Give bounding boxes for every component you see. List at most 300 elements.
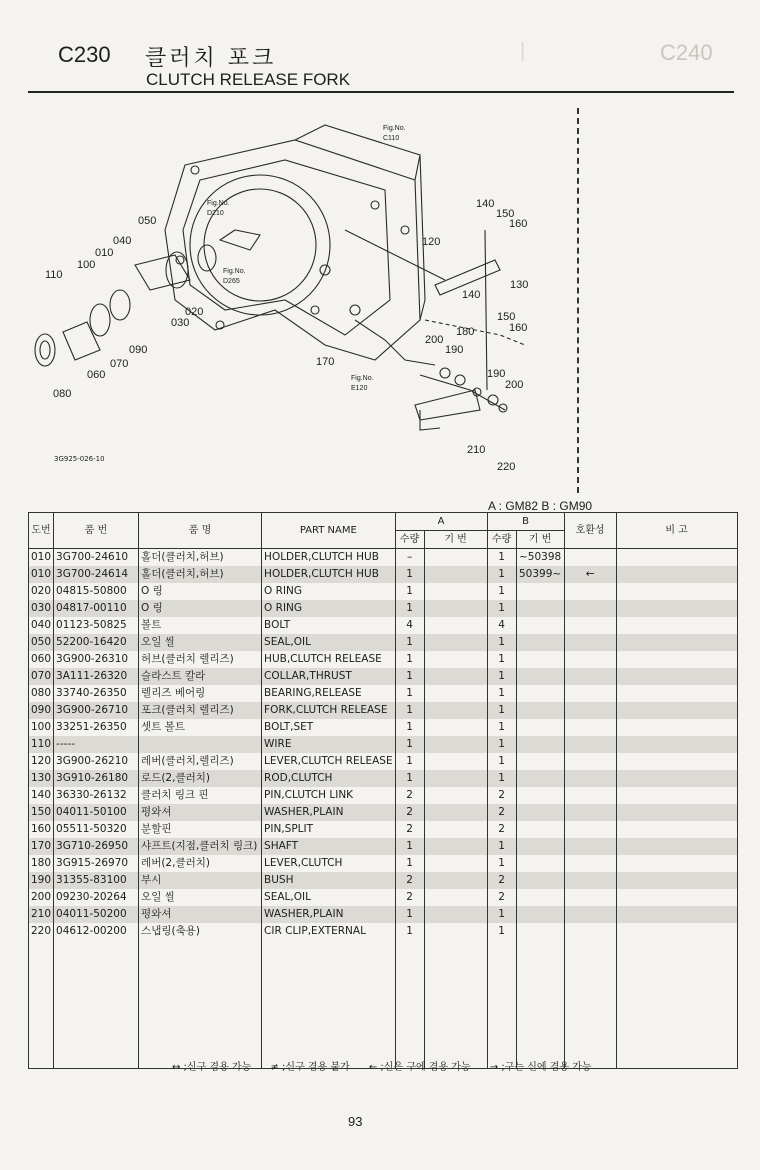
qty-a-cell: 1 xyxy=(395,753,424,770)
table-row xyxy=(29,753,738,770)
qty-b-cell: 1 xyxy=(487,753,516,770)
qty-a-cell: 2 xyxy=(395,889,424,906)
part-number-cell: 3A111-26320 xyxy=(54,668,139,685)
header-rule xyxy=(28,91,734,93)
part-number-cell: 3G900-26710 xyxy=(54,702,139,719)
serial-a-cell xyxy=(424,719,487,736)
serial-b-cell xyxy=(516,872,564,889)
qty-a-cell: 4 xyxy=(395,617,424,634)
svg-text:040: 040 xyxy=(113,235,132,247)
table-row xyxy=(29,600,738,617)
part-ref-number-cell: 180 xyxy=(29,855,54,872)
table-row xyxy=(29,668,738,685)
remarks-cell xyxy=(616,787,737,804)
serial-b-cell xyxy=(516,804,564,821)
qty-a-cell: 2 xyxy=(395,804,424,821)
qty-b-cell: 2 xyxy=(487,787,516,804)
qty-a-cell: 1 xyxy=(395,685,424,702)
remarks-cell xyxy=(616,634,737,651)
qty-b-cell: 1 xyxy=(487,685,516,702)
col-header-part-name: PART NAME xyxy=(262,513,396,549)
serial-a-cell xyxy=(424,583,487,600)
qty-b-cell: 1 xyxy=(487,566,516,583)
part-number-cell: 09230-20264 xyxy=(54,889,139,906)
interchange-cell xyxy=(564,770,616,787)
part-name-korean-cell: 부시 xyxy=(139,872,262,889)
part-ref-number-cell: 080 xyxy=(29,685,54,702)
exploded-parts-diagram xyxy=(25,110,585,500)
part-name-english-cell: WASHER,PLAIN xyxy=(262,804,396,821)
table-row xyxy=(29,838,738,855)
qty-a-cell: 1 xyxy=(395,702,424,719)
part-name-english-cell: FORK,CLUTCH RELEASE xyxy=(262,702,396,719)
remarks-cell xyxy=(616,549,737,567)
col-header-part-no: 품 번 xyxy=(54,513,139,549)
serial-a-cell xyxy=(424,566,487,583)
part-ref-number-cell: 050 xyxy=(29,634,54,651)
svg-text:020: 020 xyxy=(185,306,204,318)
remarks-cell xyxy=(616,923,737,940)
part-name-english-cell: HUB,CLUTCH RELEASE xyxy=(262,651,396,668)
part-number-cell: 04612-00200 xyxy=(54,923,139,940)
table-row xyxy=(29,549,738,567)
qty-b-cell: 1 xyxy=(487,634,516,651)
section-code: C230 xyxy=(58,42,111,67)
section-title-english: CLUTCH RELEASE FORK xyxy=(146,70,351,89)
col-header-remarks: 비 고 xyxy=(616,513,737,549)
svg-text:100: 100 xyxy=(77,259,96,271)
serial-b-cell xyxy=(516,923,564,940)
table-row xyxy=(29,719,738,736)
svg-text:090: 090 xyxy=(129,344,148,356)
qty-a-cell: 1 xyxy=(395,736,424,753)
qty-b-cell: 1 xyxy=(487,549,516,567)
table-row xyxy=(29,702,738,719)
remarks-cell xyxy=(616,719,737,736)
part-ref-number-cell: 170 xyxy=(29,838,54,855)
interchange-cell xyxy=(564,889,616,906)
interchange-cell xyxy=(564,923,616,940)
interchange-cell xyxy=(564,583,616,600)
col-header-no: 도번 xyxy=(29,513,54,549)
bleed-through-mirror: | xyxy=(520,40,526,62)
col-header-serial-a: 기 번 xyxy=(424,531,487,549)
svg-text:Fig.No.: Fig.No. xyxy=(207,200,230,207)
svg-text:150: 150 xyxy=(497,311,516,323)
qty-a-cell: 1 xyxy=(395,634,424,651)
part-number-cell: 3G915-26970 xyxy=(54,855,139,872)
col-header-qty-a: 수량 xyxy=(395,531,424,549)
svg-text:Fig.No.: Fig.No. xyxy=(351,375,374,382)
serial-a-cell xyxy=(424,685,487,702)
remarks-cell xyxy=(616,617,737,634)
empty-cell xyxy=(516,940,564,1069)
part-ref-number-cell: 150 xyxy=(29,804,54,821)
part-number-cell: 3G700-24610 xyxy=(54,549,139,567)
part-name-korean-cell: 오일 씰 xyxy=(139,634,262,651)
part-number-cell: 05511-50320 xyxy=(54,821,139,838)
remarks-cell xyxy=(616,651,737,668)
part-number-cell: 33251-26350 xyxy=(54,719,139,736)
interchange-cell xyxy=(564,821,616,838)
part-name-english-cell: HOLDER,CLUTCH HUB xyxy=(262,549,396,567)
svg-text:220: 220 xyxy=(497,461,516,473)
part-name-korean-cell: 평와셔 xyxy=(139,906,262,923)
table-row xyxy=(29,923,738,940)
qty-b-cell: 1 xyxy=(487,651,516,668)
svg-text:150: 150 xyxy=(496,208,515,220)
serial-a-cell xyxy=(424,838,487,855)
interchange-cell xyxy=(564,872,616,889)
qty-b-cell: 2 xyxy=(487,889,516,906)
serial-a-cell xyxy=(424,668,487,685)
interchange-cell xyxy=(564,600,616,617)
serial-b-cell xyxy=(516,685,564,702)
serial-a-cell xyxy=(424,770,487,787)
table-row xyxy=(29,906,738,923)
serial-b-cell xyxy=(516,719,564,736)
remarks-cell xyxy=(616,838,737,855)
part-name-korean-cell: 볼트 xyxy=(139,617,262,634)
part-name-english-cell: WASHER,PLAIN xyxy=(262,906,396,923)
svg-text:160: 160 xyxy=(509,322,528,334)
serial-b-cell xyxy=(516,702,564,719)
qty-a-cell: 1 xyxy=(395,583,424,600)
part-name-korean-cell: O 링 xyxy=(139,600,262,617)
part-name-english-cell: ROD,CLUTCH xyxy=(262,770,396,787)
part-ref-number-cell: 130 xyxy=(29,770,54,787)
part-name-korean-cell: 포크(클러치 렐리즈) xyxy=(139,702,262,719)
remarks-cell xyxy=(616,600,737,617)
part-name-korean-cell: 홀더(클러치,허브) xyxy=(139,549,262,567)
interchange-cell xyxy=(564,702,616,719)
svg-text:010: 010 xyxy=(95,247,114,259)
serial-a-cell xyxy=(424,753,487,770)
qty-b-cell: 1 xyxy=(487,770,516,787)
remarks-cell xyxy=(616,736,737,753)
interchange-legend xyxy=(172,1058,608,1073)
serial-b-cell xyxy=(516,753,564,770)
table-row xyxy=(29,804,738,821)
qty-b-cell: 1 xyxy=(487,668,516,685)
part-name-korean-cell: 스냅링(축용) xyxy=(139,923,262,940)
parts-table xyxy=(28,512,738,1069)
empty-cell xyxy=(54,940,139,1069)
part-number-cell: 31355-83100 xyxy=(54,872,139,889)
serial-a-cell xyxy=(424,889,487,906)
col-header-group-b: B xyxy=(487,513,564,531)
remarks-cell xyxy=(616,685,737,702)
serial-b-cell xyxy=(516,651,564,668)
table-empty-space xyxy=(29,940,738,1069)
empty-cell xyxy=(616,940,737,1069)
part-ref-number-cell: 160 xyxy=(29,821,54,838)
svg-text:D265: D265 xyxy=(223,278,240,285)
svg-text:060: 060 xyxy=(87,369,106,381)
table-row xyxy=(29,583,738,600)
svg-text:200: 200 xyxy=(425,334,444,346)
part-ref-number-cell: 110 xyxy=(29,736,54,753)
remarks-cell xyxy=(616,770,737,787)
qty-b-cell: 1 xyxy=(487,906,516,923)
serial-b-cell xyxy=(516,583,564,600)
qty-a-cell: 1 xyxy=(395,600,424,617)
serial-b-cell xyxy=(516,736,564,753)
interchange-cell xyxy=(564,855,616,872)
qty-b-cell: 1 xyxy=(487,600,516,617)
serial-a-cell xyxy=(424,651,487,668)
remarks-cell xyxy=(616,804,737,821)
table-row xyxy=(29,821,738,838)
qty-a-cell: 1 xyxy=(395,719,424,736)
part-name-korean-cell: 허브(클러치 렐리즈) xyxy=(139,651,262,668)
col-header-qty-b: 수량 xyxy=(487,531,516,549)
part-name-english-cell: COLLAR,THRUST xyxy=(262,668,396,685)
remarks-cell xyxy=(616,872,737,889)
part-number-cell: ----- xyxy=(54,736,139,753)
table-row xyxy=(29,634,738,651)
serial-b-cell xyxy=(516,889,564,906)
part-number-cell: 36330-26132 xyxy=(54,787,139,804)
part-ref-number-cell: 040 xyxy=(29,617,54,634)
serial-b-cell xyxy=(516,600,564,617)
part-ref-number-cell: 010 xyxy=(29,566,54,583)
interchange-cell xyxy=(564,753,616,770)
part-number-cell: 04011-50200 xyxy=(54,906,139,923)
part-ref-number-cell: 090 xyxy=(29,702,54,719)
part-name-english-cell: WIRE xyxy=(262,736,396,753)
part-ref-number-cell: 020 xyxy=(29,583,54,600)
interchange-cell xyxy=(564,549,616,567)
serial-a-cell xyxy=(424,617,487,634)
qty-a-cell: 2 xyxy=(395,872,424,889)
svg-text:160: 160 xyxy=(509,218,528,230)
part-ref-number-cell: 070 xyxy=(29,668,54,685)
part-name-korean-cell: 샤프트(지점,클러치 링크) xyxy=(139,838,262,855)
qty-b-cell: 1 xyxy=(487,855,516,872)
part-name-korean-cell: 분할핀 xyxy=(139,821,262,838)
part-name-english-cell: BUSH xyxy=(262,872,396,889)
interchange-cell xyxy=(564,906,616,923)
part-name-english-cell: SEAL,OIL xyxy=(262,889,396,906)
serial-a-cell xyxy=(424,872,487,889)
svg-text:030: 030 xyxy=(171,317,190,329)
serial-b-cell xyxy=(516,634,564,651)
qty-a-cell: 1 xyxy=(395,923,424,940)
qty-b-cell: 2 xyxy=(487,872,516,889)
serial-b-cell xyxy=(516,770,564,787)
part-name-korean-cell: 평와셔 xyxy=(139,804,262,821)
part-number-cell: 52200-16420 xyxy=(54,634,139,651)
svg-text:E120: E120 xyxy=(351,385,368,392)
qty-b-cell: 1 xyxy=(487,702,516,719)
part-name-korean-cell: 로드(2,클러치) xyxy=(139,770,262,787)
svg-text:140: 140 xyxy=(476,198,495,210)
qty-a-cell: 1 xyxy=(395,906,424,923)
table-row xyxy=(29,651,738,668)
parts-table-body xyxy=(29,549,738,1069)
part-name-english-cell: LEVER,CLUTCH RELEASE xyxy=(262,753,396,770)
part-number-cell: 3G900-26210 xyxy=(54,753,139,770)
qty-a-cell: 2 xyxy=(395,821,424,838)
qty-b-cell: 2 xyxy=(487,821,516,838)
remarks-cell xyxy=(616,583,737,600)
svg-text:120: 120 xyxy=(422,236,441,248)
part-number-cell: 04011-50100 xyxy=(54,804,139,821)
interchange-cell xyxy=(564,617,616,634)
remarks-cell xyxy=(616,821,737,838)
svg-text:180: 180 xyxy=(456,326,475,338)
part-ref-number-cell: 120 xyxy=(29,753,54,770)
serial-a-cell xyxy=(424,600,487,617)
part-name-korean-cell: 렐리즈 베어링 xyxy=(139,685,262,702)
svg-text:D210: D210 xyxy=(207,210,224,217)
col-header-interchange: 호환성 xyxy=(564,513,616,549)
interchange-cell xyxy=(564,685,616,702)
part-name-korean-cell: 슬라스트 칼라 xyxy=(139,668,262,685)
empty-cell xyxy=(395,940,424,1069)
svg-text:C110: C110 xyxy=(383,135,400,142)
part-name-english-cell: BOLT,SET xyxy=(262,719,396,736)
qty-a-cell: 1 xyxy=(395,566,424,583)
serial-b-cell xyxy=(516,838,564,855)
remarks-cell xyxy=(616,906,737,923)
serial-a-cell xyxy=(424,634,487,651)
serial-b-cell: ~50398 xyxy=(516,549,564,567)
model-legend: A : GM82 B : GM90 xyxy=(488,499,593,513)
empty-cell xyxy=(424,940,487,1069)
qty-b-cell: 1 xyxy=(487,719,516,736)
svg-text:Fig.No.: Fig.No. xyxy=(383,125,406,132)
table-row xyxy=(29,566,738,583)
qty-a-cell: 1 xyxy=(395,770,424,787)
svg-text:170: 170 xyxy=(316,356,335,368)
part-number-cell: 01123-50825 xyxy=(54,617,139,634)
qty-b-cell: 1 xyxy=(487,838,516,855)
part-name-english-cell: O RING xyxy=(262,583,396,600)
table-row xyxy=(29,787,738,804)
qty-a-cell: 1 xyxy=(395,651,424,668)
part-name-english-cell: HOLDER,CLUTCH HUB xyxy=(262,566,396,583)
part-name-korean-cell: 레버(2,클러치) xyxy=(139,855,262,872)
part-ref-number-cell: 190 xyxy=(29,872,54,889)
serial-b-cell xyxy=(516,821,564,838)
interchange-cell xyxy=(564,736,616,753)
part-name-korean-cell: 오일 씰 xyxy=(139,889,262,906)
interchange-cell xyxy=(564,651,616,668)
part-name-korean-cell: 홀더(클러치,허브) xyxy=(139,566,262,583)
part-number-cell: 04815-50800 xyxy=(54,583,139,600)
svg-text:Fig.No.: Fig.No. xyxy=(223,268,246,275)
qty-b-cell: 2 xyxy=(487,804,516,821)
part-name-korean-cell xyxy=(139,736,262,753)
serial-b-cell xyxy=(516,906,564,923)
legend-item: ← ;신은 구에 겸용 가능 xyxy=(368,1062,471,1073)
serial-a-cell xyxy=(424,787,487,804)
part-number-cell: 33740-26350 xyxy=(54,685,139,702)
interchange-cell xyxy=(564,634,616,651)
remarks-cell xyxy=(616,566,737,583)
qty-a-cell: 1 xyxy=(395,855,424,872)
part-number-cell: 3G710-26950 xyxy=(54,838,139,855)
table-row xyxy=(29,889,738,906)
interchange-cell xyxy=(564,719,616,736)
svg-text:190: 190 xyxy=(445,344,464,356)
serial-b-cell xyxy=(516,787,564,804)
empty-cell xyxy=(564,940,616,1069)
table-row xyxy=(29,617,738,634)
qty-a-cell: – xyxy=(395,549,424,567)
part-name-english-cell: SHAFT xyxy=(262,838,396,855)
part-ref-number-cell: 030 xyxy=(29,600,54,617)
col-header-group-a: A xyxy=(395,513,487,531)
serial-b-cell: 50399~ xyxy=(516,566,564,583)
qty-a-cell: 1 xyxy=(395,838,424,855)
qty-a-cell: 2 xyxy=(395,787,424,804)
drawing-reference: 3G925-026-10 xyxy=(54,455,105,463)
serial-b-cell xyxy=(516,855,564,872)
remarks-cell xyxy=(616,668,737,685)
legend-item: ↔ ;신구 겸용 가능 xyxy=(172,1062,252,1073)
part-name-korean-cell: 셋트 볼트 xyxy=(139,719,262,736)
interchange-cell xyxy=(564,804,616,821)
svg-text:050: 050 xyxy=(138,215,157,227)
qty-b-cell: 1 xyxy=(487,736,516,753)
qty-b-cell: 1 xyxy=(487,923,516,940)
page-number: 93 xyxy=(348,1114,363,1129)
part-ref-number-cell: 210 xyxy=(29,906,54,923)
serial-a-cell xyxy=(424,804,487,821)
part-ref-number-cell: 060 xyxy=(29,651,54,668)
legend-item: ≠ ;신구 겸용 불가 xyxy=(270,1062,350,1073)
part-number-cell: 04817-00110 xyxy=(54,600,139,617)
section-title-korean: 클러치 포크 xyxy=(145,46,277,71)
interchange-cell xyxy=(564,787,616,804)
svg-text:130: 130 xyxy=(510,279,529,291)
remarks-cell xyxy=(616,702,737,719)
interchange-cell xyxy=(564,668,616,685)
part-name-english-cell: PIN,CLUTCH LINK xyxy=(262,787,396,804)
part-name-english-cell: O RING xyxy=(262,600,396,617)
serial-a-cell xyxy=(424,736,487,753)
svg-text:080: 080 xyxy=(53,388,72,400)
part-name-korean-cell: 클러치 링크 핀 xyxy=(139,787,262,804)
qty-b-cell: 4 xyxy=(487,617,516,634)
part-ref-number-cell: 140 xyxy=(29,787,54,804)
serial-a-cell xyxy=(424,821,487,838)
svg-text:210: 210 xyxy=(467,444,486,456)
bleed-through-code: C240 xyxy=(660,40,713,65)
serial-b-cell xyxy=(516,617,564,634)
empty-cell xyxy=(139,940,262,1069)
part-ref-number-cell: 200 xyxy=(29,889,54,906)
empty-cell xyxy=(262,940,396,1069)
svg-text:190: 190 xyxy=(487,368,506,380)
serial-a-cell xyxy=(424,855,487,872)
part-name-korean-cell: O 링 xyxy=(139,583,262,600)
svg-text:140: 140 xyxy=(462,289,481,301)
remarks-cell xyxy=(616,855,737,872)
serial-a-cell xyxy=(424,702,487,719)
qty-a-cell: 1 xyxy=(395,668,424,685)
svg-text:070: 070 xyxy=(110,358,129,370)
part-number-cell: 3G910-26180 xyxy=(54,770,139,787)
col-header-serial-b: 기 번 xyxy=(516,531,564,549)
serial-a-cell xyxy=(424,906,487,923)
legend-item: → ;구는 신에 겸용 가능 xyxy=(489,1062,592,1073)
remarks-cell xyxy=(616,889,737,906)
interchange-cell xyxy=(564,838,616,855)
